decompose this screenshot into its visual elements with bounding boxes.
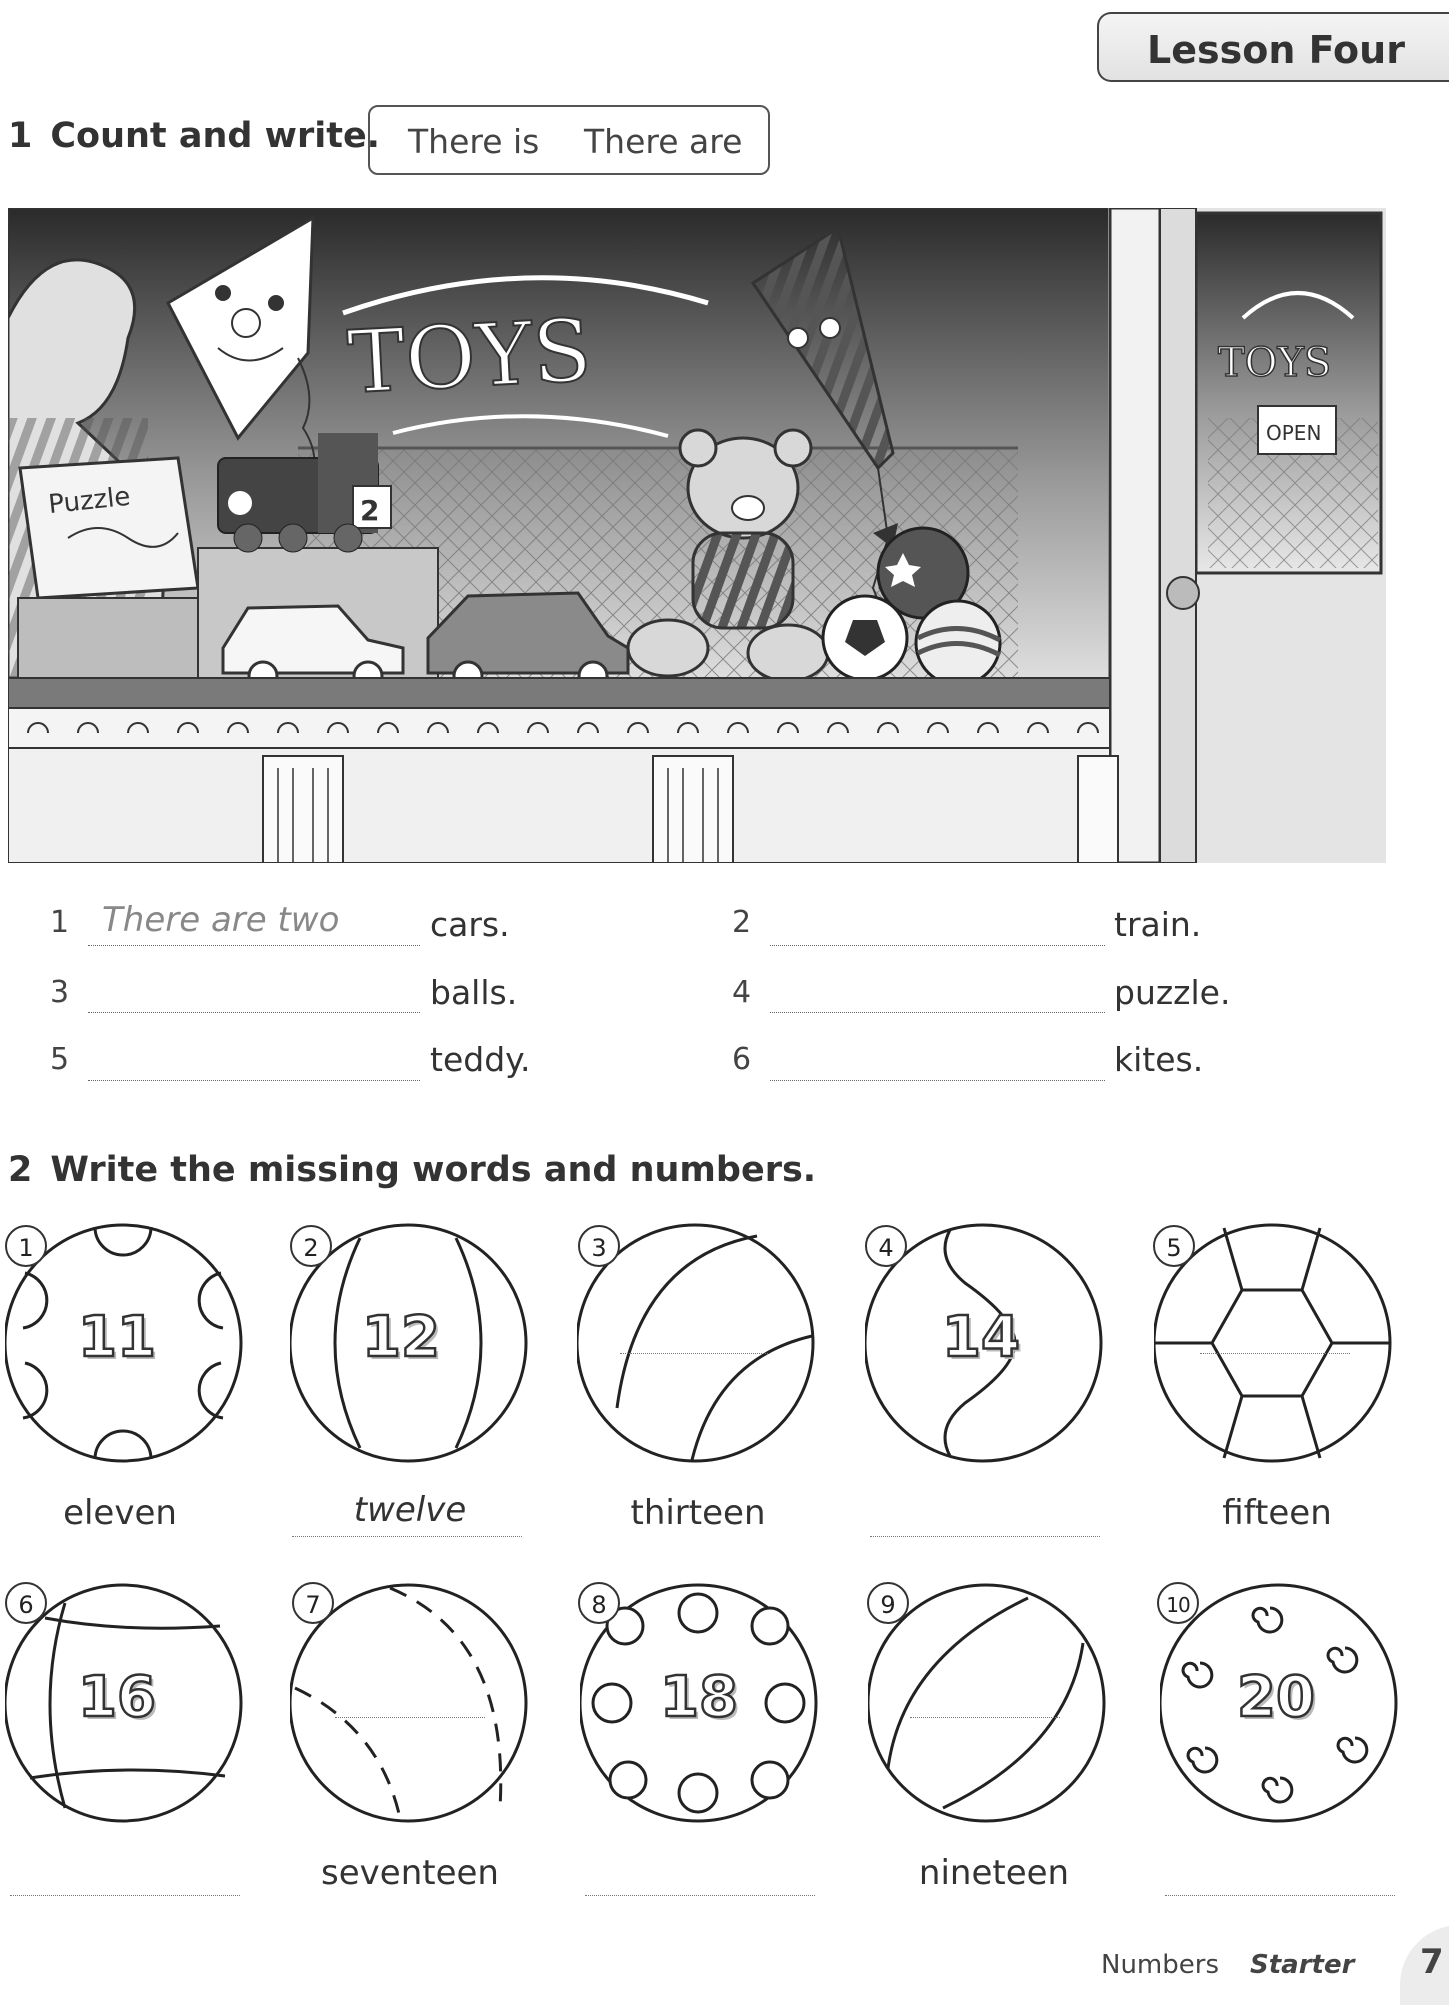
exercise-2-instruction: Write the missing words and numbers.: [50, 1150, 817, 1190]
ball-9-word: nineteen: [918, 1853, 1070, 1893]
ball-2-word: twelve: [353, 1490, 467, 1530]
ball-4-badge: 4: [865, 1225, 907, 1267]
ball-2-badge: 2: [290, 1225, 332, 1267]
exercise-2-number: 2: [8, 1150, 33, 1190]
lesson-tab: [1097, 12, 1449, 82]
sentence-1-answer: There are two: [102, 900, 340, 940]
sentence-4-word: puzzle.: [1114, 973, 1231, 1012]
ball-4-number: 14: [942, 1305, 1020, 1370]
sentence-3-number: 3: [50, 975, 70, 1010]
ball-10-badge: 10: [1157, 1582, 1199, 1624]
footer-level: Starter: [1250, 1950, 1355, 1980]
sentence-6-answer-line[interactable]: [770, 1080, 1105, 1081]
ball-7-word: seventeen: [321, 1853, 499, 1893]
ball-6-number: 16: [78, 1665, 156, 1730]
lesson-title: Lesson Four: [1147, 28, 1405, 72]
sentence-2-word: train.: [1114, 905, 1202, 944]
exercise-2-title: [8, 1150, 816, 1190]
ball-3-word: thirteen: [630, 1493, 766, 1533]
ball-6-answer-line[interactable]: [10, 1895, 240, 1896]
ball-9-badge: 9: [867, 1582, 909, 1624]
ball-7-badge: 7: [292, 1582, 334, 1624]
sentence-5-answer-line[interactable]: [88, 1080, 420, 1081]
sentence-1-number: 1: [50, 905, 70, 940]
sentence-6-word: kites.: [1114, 1040, 1204, 1079]
sentence-2-answer-line[interactable]: [770, 945, 1105, 946]
ball-5-badge: 5: [1153, 1225, 1195, 1267]
sentence-1-answer-line[interactable]: [88, 945, 420, 946]
ball-1-number: 11: [78, 1305, 156, 1370]
sentence-5-number: 5: [50, 1042, 70, 1077]
open-sign-text: OPEN: [1266, 421, 1322, 445]
ball-10-answer-line[interactable]: [1165, 1895, 1395, 1896]
train-number: 2: [360, 494, 380, 527]
ball-1-word: eleven: [63, 1493, 177, 1533]
ball-5-number-line[interactable]: [1200, 1353, 1350, 1354]
word-box-item-there-are: There are: [584, 122, 743, 161]
sentence-3-answer-line[interactable]: [88, 1012, 420, 1013]
footer-section: Numbers: [1101, 1950, 1219, 1980]
exercise-1-number: 1: [8, 116, 33, 156]
ball-2-answer-line[interactable]: [292, 1536, 522, 1537]
word-box: [368, 105, 770, 175]
sentence-5-word: teddy.: [430, 1040, 531, 1079]
sentence-4-number: 4: [732, 975, 752, 1010]
ball-8-badge: 8: [578, 1582, 620, 1624]
shop-sign-text: TOYS: [345, 300, 594, 414]
ball-9-number-line[interactable]: [910, 1717, 1060, 1718]
ball-1-badge: 1: [5, 1225, 47, 1267]
sentence-3-word: balls.: [430, 973, 518, 1012]
ball-3-number-line[interactable]: [620, 1353, 770, 1354]
ball-6-badge: 6: [5, 1582, 47, 1624]
ball-4-answer-line[interactable]: [870, 1536, 1100, 1537]
sentence-6-number: 6: [732, 1042, 752, 1077]
ball-3-badge: 3: [578, 1225, 620, 1267]
door-sign-text: TOYS: [1218, 340, 1332, 386]
sentence-4-answer-line[interactable]: [770, 1012, 1105, 1013]
sentence-1-word: cars.: [430, 905, 510, 944]
ball-2-number: 12: [362, 1305, 440, 1370]
ball-7-number-line[interactable]: [335, 1717, 485, 1718]
exercise-1-title: [8, 116, 380, 156]
page-number: 7: [1420, 1942, 1444, 1982]
sentence-2-number: 2: [732, 905, 752, 940]
ball-10-number: 20: [1237, 1665, 1315, 1730]
word-box-item-there-is: There is: [408, 122, 540, 161]
toy-shop-illustration: [8, 208, 1386, 863]
ball-5-word: fifteen: [1222, 1493, 1332, 1533]
exercise-1-instruction: Count and write.: [50, 116, 380, 156]
ball-8-answer-line[interactable]: [585, 1895, 815, 1896]
puzzle-box-label: Puzzle: [46, 481, 132, 521]
ball-8-number: 18: [660, 1665, 738, 1730]
